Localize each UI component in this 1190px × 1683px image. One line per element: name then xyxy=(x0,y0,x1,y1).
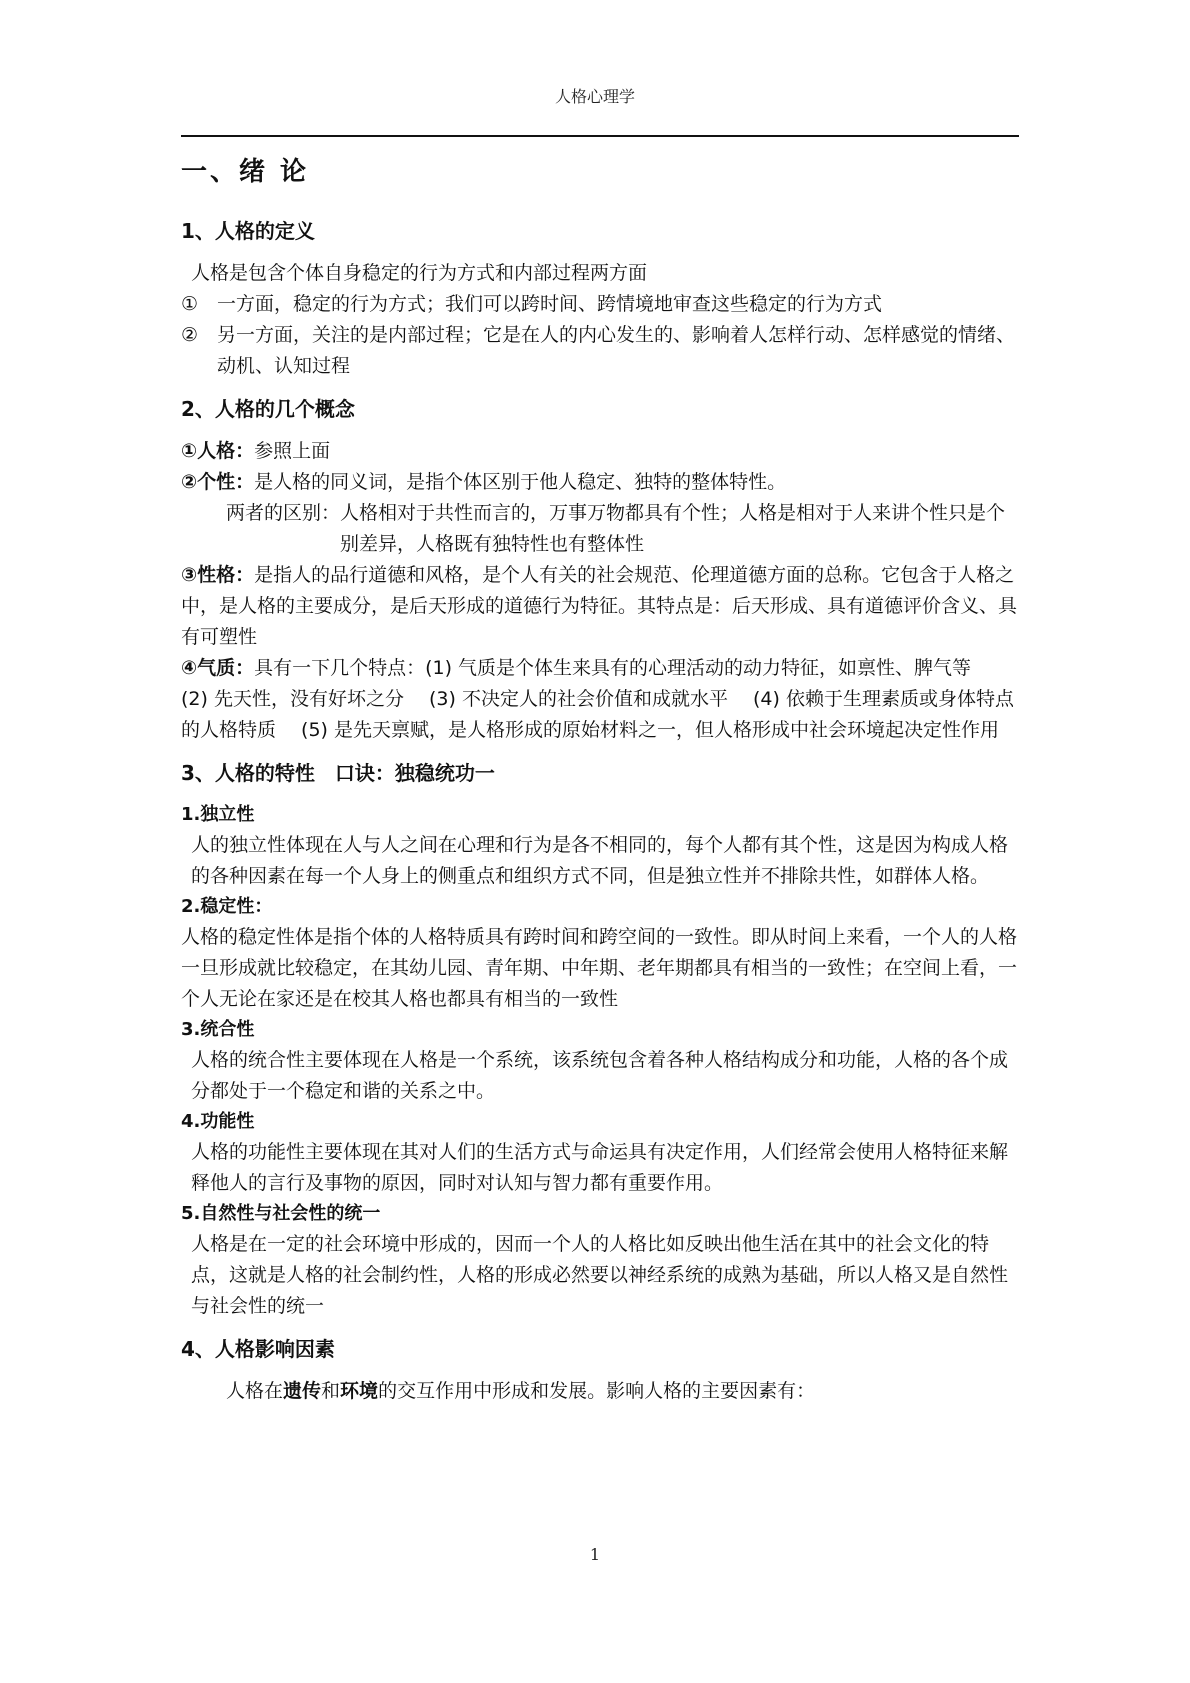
concept-term: ②个性： xyxy=(181,471,255,493)
s4-lead xyxy=(181,1376,1019,1407)
trait-unity-title: 5.自然性与社会性的统一 xyxy=(181,1203,381,1224)
s1-item-2 xyxy=(181,320,1019,382)
concept-term: ④气质： xyxy=(181,657,255,679)
concept-text: 具有一下几个特点：(1) 气质是个体生来具有的心理活动的动力特征，如禀性、脾气等 (2) 先天性，没有好坏之分 (3) 不决定人的社会价值和成就水平 (4) 依赖于生理素质或身体特点的人格特质 (5) 是先天禀赋，是人格形成的原始材料之一，但人格形成中社会环境起决定性作用 xyxy=(181,657,1014,741)
section-4-title: 4、人格影响因素 xyxy=(181,1337,335,1361)
trait-independence-title: 1.独立性 xyxy=(181,804,255,825)
trait-unity-text: 人格是在一定的社会环境中形成的，因而一个人的人格比如反映出他生活在其中的社会文化的特点，这就是人格的社会制约性，人格的形成必然要以神经系统的成熟为基础，所以人格又是自然性与社会性的统一 xyxy=(191,1233,1009,1317)
difference-label: 两者的区别： xyxy=(226,502,341,524)
trait-stability-text: 人格的稳定性体是指个体的人格特质具有跨时间和跨空间的一致性。即从时间上来看，一个人的人格一旦形成就比较稳定，在其幼儿园、青年期、中年期、老年期都具有相当的一致性；在空间上看，一个人无论在家还是在校其人格也都具有相当的一致性 xyxy=(181,926,1018,1010)
concept-text: 是人格的同义词，是指个体区别于他人稳定、独特的整体特性。 xyxy=(254,471,787,493)
concept-personality xyxy=(181,436,1019,467)
running-header: 人格心理学 xyxy=(554,87,635,106)
difference-text: 人格相对于共性而言的，万事万物都具有个性；人格是相对于人来讲个性只是个别差异，人格既有独特性也有整体性 xyxy=(340,502,1006,555)
chapter-title: 一、绪 论 xyxy=(181,157,310,187)
enum-text: 一方面，稳定的行为方式；我们可以跨时间、跨情境地审查这些稳定的行为方式 xyxy=(217,293,883,315)
trait-integration-text: 人格的统合性主要体现在人格是一个系统，该系统包含着各种人格结构成分和功能，人格的各个成分都处于一个稳定和谐的关系之中。 xyxy=(191,1049,1009,1102)
concept-term: ①人格： xyxy=(181,440,255,462)
section-1-title: 1、人格的定义 xyxy=(181,219,315,243)
enum-mark: ① xyxy=(181,293,199,315)
header-rule xyxy=(181,135,1019,137)
trait-function-text: 人格的功能性主要体现在其对人们的生活方式与命运具有决定作用，人们经常会使用人格特征来解释他人的言行及事物的原因，同时对认知与智力都有重要作用。 xyxy=(191,1141,1009,1194)
concept-temperament xyxy=(181,653,1019,746)
trait-integration-title: 3.统合性 xyxy=(181,1019,255,1040)
concept-individuality xyxy=(181,467,1019,498)
section-3-title: 3、人格的特性 口诀：独稳统功一 xyxy=(181,761,495,785)
concept-character xyxy=(181,560,1019,653)
page-content xyxy=(181,152,1019,1407)
trait-function-title: 4.功能性 xyxy=(181,1111,255,1132)
section-2-title: 2、人格的几个概念 xyxy=(181,397,355,421)
lead-text: 的交互作用中形成和发展。影响人格的主要因素有： xyxy=(378,1380,816,1402)
trait-independence-text: 人的独立性体现在人与人之间在心理和行为是各不相同的，每个人都有其个性，这是因为构成人格的各种因素在每一个人身上的侧重点和组织方式不同，但是独立性并不排除共性，如群体人格。 xyxy=(191,834,1009,887)
enum-text: 另一方面，关注的是内部过程；它是在人的内心发生的、影响着人怎样行动、怎样感觉的情绪、动机、认知过程 xyxy=(217,324,1016,377)
difference-note xyxy=(181,498,1019,560)
page-number: 1 xyxy=(589,1545,601,1564)
concept-text: 是指人的品行道德和风格，是个人有关的社会规范、伦理道德方面的总称。它包含于人格之中，是人格的主要成分，是后天形成的道德行为特征。其特点是：后天形成、具有道德评价含义、具有可塑性 xyxy=(181,564,1018,648)
enum-mark: ② xyxy=(181,324,199,346)
lead-bold: 环境 xyxy=(340,1380,379,1402)
s1-item-1 xyxy=(181,289,1019,320)
trait-stability-title: 2.稳定性： xyxy=(181,896,273,917)
concept-term: ③性格： xyxy=(181,564,255,586)
lead-bold: 遗传 xyxy=(283,1380,322,1402)
lead-text: 人格在 xyxy=(226,1380,284,1402)
lead-text: 和 xyxy=(321,1380,341,1402)
s1-intro: 人格是包含个体自身稳定的行为方式和内部过程两方面 xyxy=(191,262,648,284)
concept-text: 参照上面 xyxy=(254,440,331,462)
